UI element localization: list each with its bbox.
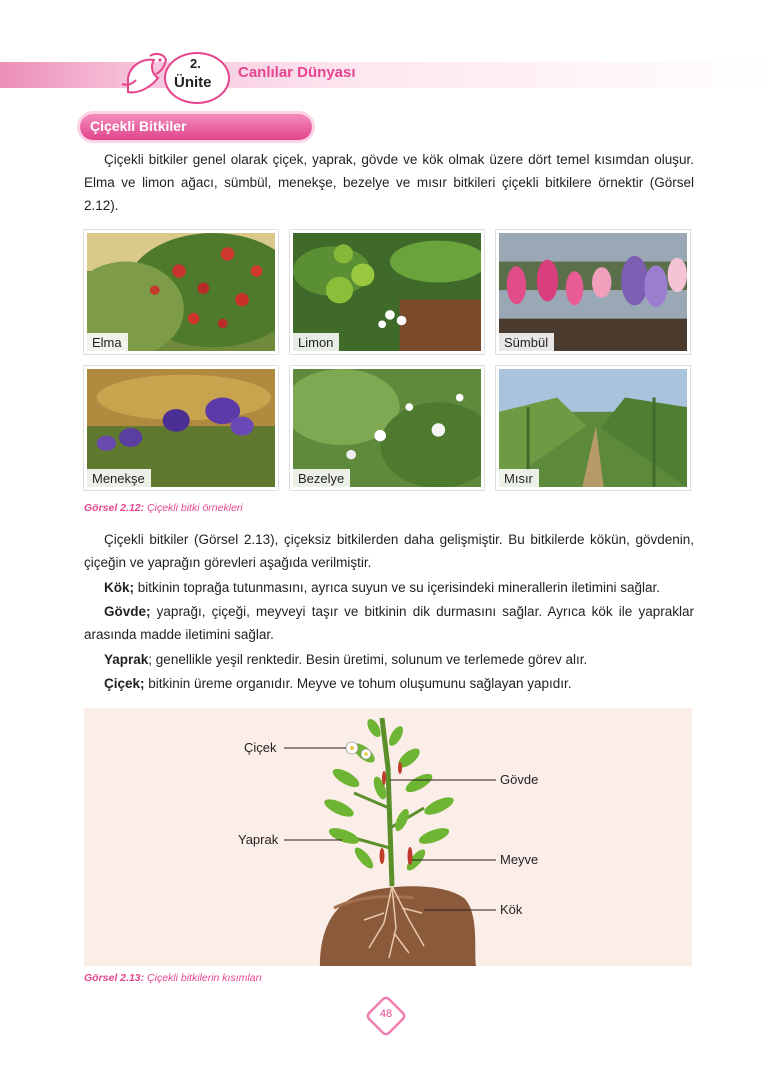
caption-ref: Görsel 2.13:: [84, 972, 145, 984]
photo-elma: [84, 230, 278, 354]
photo-label-misir: Mısır: [499, 469, 539, 487]
photo-menekse: [84, 366, 278, 490]
caption-text: Çiçekli bitki örnekleri: [144, 502, 243, 514]
kok-paragraph: [84, 576, 694, 599]
plant-parts-diagram: [84, 708, 692, 966]
photo-label-bezelye: Bezelye: [293, 469, 350, 487]
photo-label-menekse: Menekşe: [87, 469, 151, 487]
yaprak-text: ; genellikle yeşil renktedir. Besin üretimi, solunum ve terlemede görev alır.: [148, 652, 588, 667]
label-kok: Kök: [500, 902, 523, 917]
kok-text: bitkinin toprağa tutunmasını, ayrıca suyun ve su içerisindeki minerallerin iletimini sağlar.: [134, 580, 660, 595]
photo-label-limon: Limon: [293, 333, 339, 351]
page-number-badge: [363, 993, 409, 1039]
unit-badge: [120, 48, 238, 104]
kok-term: Kök;: [104, 580, 134, 595]
photo-sumbul: [496, 230, 690, 354]
govde-term: Gövde;: [104, 604, 151, 619]
figure-caption-2-12: [84, 502, 243, 514]
caption-text: Çiçekli bitkilerin kısımları: [144, 972, 262, 984]
photo-label-elma: Elma: [87, 333, 128, 351]
unit-number: 2.: [190, 56, 201, 71]
cicek-text: bitkinin üreme organıdır. Meyve ve tohum oluşumunu sağlayan yapıdır.: [144, 676, 572, 691]
label-yaprak: Yaprak: [238, 832, 279, 847]
photo-label-sumbul: Sümbül: [499, 333, 554, 351]
plant-illustration: [84, 708, 692, 966]
photo-misir: [496, 366, 690, 490]
unit-title: Canlılar Dünyası: [238, 64, 356, 81]
body-paragraph: Çiçekli bitkiler (Görsel 2.13), çiçeksiz bitkilerden daha gelişmiştir. Bu bitkilerde kökün, gövdenin, çiçeğin ve yaprağın görevleri aşağıda verilmiştir.: [84, 532, 694, 570]
figure-caption-2-13: [84, 972, 262, 984]
section-heading: [80, 114, 312, 140]
photo-bezelye: [290, 366, 484, 490]
yaprak-term: Yaprak: [104, 652, 149, 667]
unit-word: Ünite: [174, 74, 212, 91]
govde-paragraph: [84, 600, 694, 646]
header-band: [0, 62, 775, 88]
cicek-term: Çiçek;: [104, 676, 145, 691]
label-cicek: Çiçek: [244, 740, 277, 755]
govde-text: yaprağı, çiçeği, meyveyi taşır ve bitkinin dik durmasını sağlar. Ayrıca kök ile yapraklar arasında madde iletimini sağlar.: [84, 604, 694, 642]
label-meyve: Meyve: [500, 852, 539, 867]
label-govde: Gövde: [500, 772, 539, 787]
intro-paragraph: Çiçekli bitkiler genel olarak çiçek, yaprak, gövde ve kök olmak üzere dört temel kısımdan oluşur. Elma ve limon ağacı, sümbül, menekşe, bezelye ve mısır bitkileri çiçekli bitkilere örnektir (Görsel 2.12).: [84, 152, 694, 213]
page-number: 48: [379, 1008, 393, 1020]
photo-limon: [290, 230, 484, 354]
section-title: Çiçekli Bitkiler: [90, 118, 187, 134]
cicek-paragraph: [84, 672, 694, 695]
caption-ref: Görsel 2.12:: [84, 502, 145, 514]
yaprak-paragraph: [84, 648, 694, 671]
